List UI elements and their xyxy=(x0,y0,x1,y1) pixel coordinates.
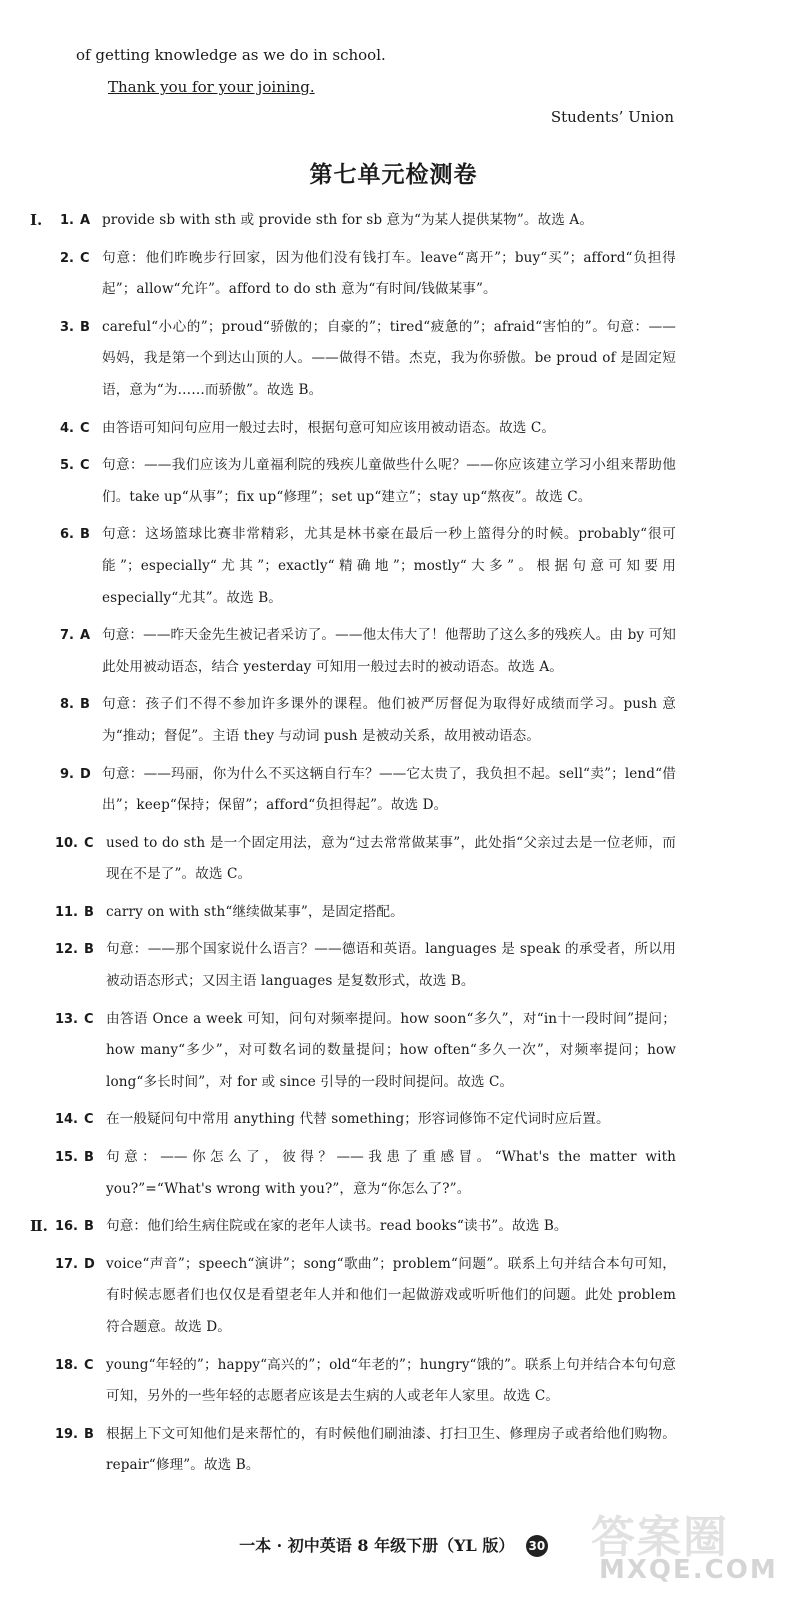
answer-letter: C xyxy=(84,1011,94,1027)
question-number: 4. xyxy=(60,420,74,436)
explanation-text: 句意：——玛丽，你为什么不买这辆自行车？——它太贵了，我负担不起。sell“卖”；lend“借出”；keep“保持；保留”；afford“负担得起”。故选 D。 xyxy=(102,765,676,814)
explanation-text: 句意：——昨天金先生被记者采访了。——他太伟大了！他帮助了这么多的残疾人。由 by 可知此处用被动语态，结合 yesterday 可知用一般过去时的被动语态。故选 A。 xyxy=(102,627,676,675)
answer-item xyxy=(0,1419,787,1482)
watermark-url: MXQE.COM xyxy=(599,1555,778,1585)
answer-list xyxy=(0,205,787,1488)
explanation-text: 句意：——那个国家说什么语言？——德语和英语。languages 是 speak 的承受者，所以用被动语态形式；又因主语 languages 是复数形式，故选 B。 xyxy=(106,941,676,990)
answer-item xyxy=(0,759,787,822)
question-number: 5. xyxy=(60,458,74,474)
answer-letter: D xyxy=(80,766,91,782)
explanation-text: voice“声音”；speech“演讲”；song“歌曲”；problem“问题”。联系上句并结合本句可知，有时候志愿者们也仅仅是看望老年人并和他们一起做游戏或听听他们的问题。此处 problem 符合题意。故选 D。 xyxy=(106,1255,676,1335)
answer-letter: B xyxy=(80,697,90,713)
question-number: 16. xyxy=(54,1219,78,1235)
answer-item xyxy=(0,450,787,513)
answer-item xyxy=(0,519,787,614)
answer-letter: A xyxy=(80,628,91,644)
answer-item xyxy=(0,828,787,891)
answer-item xyxy=(0,205,787,237)
explanation-text: 由答语 Once a week 可知，问句对频率提问。how soon“多久”，对“in十一段时间”提问；how many“多少”，对可数名词的数量提问；how often“多久一次”，对频率提问；how long“多长时间”，对 for 或 since 引导的一段时间提问。故选 C。 xyxy=(106,1010,676,1090)
answer-letter: B xyxy=(80,319,90,335)
question-number: 15. xyxy=(54,1150,78,1166)
page-title: 第七单元检测卷 xyxy=(309,162,478,188)
explanation-text: used to do sth 是一个固定用法，意为“过去常常做某事”，此处指“父亲过去是一位老师，而现在不是了”。故选 C。 xyxy=(106,834,676,883)
answer-letter: C xyxy=(80,420,90,436)
answer-item xyxy=(0,934,787,997)
answer-letter: B xyxy=(84,1150,94,1166)
section-marker: Ⅱ. xyxy=(30,1217,48,1236)
page-number-badge: 30 xyxy=(526,1535,548,1557)
answer-item xyxy=(0,413,787,445)
signature: Students’ Union xyxy=(550,108,674,126)
answer-letter: C xyxy=(84,835,94,851)
answer-letter: C xyxy=(80,458,90,474)
explanation-text: 在一般疑问句中常用 anything 代替 something；形容词修饰不定代词时应后置。 xyxy=(106,1111,610,1128)
answer-letter: A xyxy=(80,213,91,228)
question-number: 11. xyxy=(54,904,78,920)
answer-item xyxy=(0,1211,787,1243)
watermark-cn: 答案圈 xyxy=(591,1512,729,1563)
explanation-text: 句意：这场篮球比赛非常精彩，尤其是林书豪在最后一秒上篮得分的时候。probably“很可能”；especially“尤其”；exactly“精确地”；mostly“大多”。根据句意可知要用 especially“尤其”。故选 B。 xyxy=(102,526,676,606)
explanation-text: 句意：——我们应该为儿童福利院的残疾儿童做些什么呢？——你应该建立学习小组来帮助他们。take up“从事”；fix up“修理”；set up“建立”；stay up“熬夜”。故选 C。 xyxy=(102,457,676,505)
answer-letter: B xyxy=(84,904,94,920)
question-number: 6. xyxy=(60,527,74,543)
explanation-text: provide sb with sth 或 provide sth for sb 意为“为某人提供某物”。故选 A。 xyxy=(102,212,594,228)
explanation-text: 句意：孩子们不得不参加许多课外的课程。他们被严厉督促为取得好成绩而学习。push 意为“推动；督促”。主语 they 与动词 push 是被动关系，故用被动语态。 xyxy=(102,696,676,744)
answer-letter: B xyxy=(80,527,90,543)
question-number: 9. xyxy=(60,766,74,782)
explanation-text: young“年轻的”；happy“高兴的”；old“年老的”；hungry“饿的”。联系上句并结合本句句意可知，另外的一些年轻的志愿者应该是去生病的人或老年人家里。故选 C。 xyxy=(106,1356,676,1405)
question-number: 13. xyxy=(54,1011,78,1027)
answer-letter: B xyxy=(84,1426,94,1442)
question-number: 3. xyxy=(60,319,74,335)
explanation-text: 句意：——你怎么了，彼得？——我患了重感冒。“What's the matter with you?”=“What's wrong with you?”，意为“你怎么了?”。 xyxy=(106,1149,676,1197)
question-number: 1. xyxy=(60,213,74,228)
explanation-text: carry on with sth“继续做某事”，是固定搭配。 xyxy=(106,903,404,920)
answer-item xyxy=(0,1350,787,1413)
explanation-text: 句意：他们昨晚步行回家，因为他们没有钱打车。leave“离开”；buy“买”；afford“负担得起”；allow“允许”。afford to do sth 意为“有时间/钱做某事”。 xyxy=(102,249,676,298)
footer-book-title: 一本 · 初中英语 8 年级下册（YL 版） xyxy=(239,1536,515,1555)
answer-item xyxy=(0,1249,787,1344)
explanation-text: 句意：他们给生病住院或在家的老年人读书。read books“读书”。故选 B。 xyxy=(106,1218,568,1235)
answer-letter: B xyxy=(84,1219,94,1235)
answer-letter: B xyxy=(84,942,94,958)
question-number: 8. xyxy=(60,697,74,713)
answer-item xyxy=(0,1004,787,1099)
thanks-line: Thank you for your joining. xyxy=(108,78,315,96)
question-number: 18. xyxy=(54,1357,78,1373)
answer-letter: C xyxy=(84,1112,94,1128)
answer-letter: C xyxy=(80,250,90,266)
question-number: 7. xyxy=(60,628,74,644)
answer-item xyxy=(0,620,787,683)
question-number: 10. xyxy=(54,835,78,851)
watermark-logo xyxy=(579,1495,778,1595)
question-number: 2. xyxy=(60,250,74,266)
answer-item xyxy=(0,1104,787,1136)
question-number: 12. xyxy=(54,942,78,958)
explanation-text: 根据上下文可知他们是来帮忙的，有时候他们刷油漆、打扫卫生、修理房子或者给他们购物。repair“修理”。故选 B。 xyxy=(106,1425,676,1474)
answer-item xyxy=(0,1142,787,1205)
answer-item xyxy=(0,312,787,407)
question-number: 14. xyxy=(54,1112,78,1128)
answer-item xyxy=(0,897,787,929)
answer-letter: C xyxy=(84,1357,94,1373)
previous-passage-line: of getting knowledge as we do in school. xyxy=(76,46,386,64)
answer-letter: D xyxy=(84,1256,95,1272)
answer-item xyxy=(0,243,787,306)
question-number: 17. xyxy=(54,1256,78,1272)
explanation-text: careful“小心的”；proud“骄傲的；自豪的”；tired“疲惫的”；afraid“害怕的”。句意：——妈妈，我是第一个到达山顶的人。——做得不错。杰克，我为你骄傲。be proud of 是固定短语，意为“为……而骄傲”。故选 B。 xyxy=(102,318,676,398)
answer-item xyxy=(0,689,787,752)
question-number: 19. xyxy=(54,1426,78,1442)
section-marker: Ⅰ. xyxy=(30,211,43,229)
explanation-text: 由答语可知问句应用一般过去时，根据句意可知应该用被动语态。故选 C。 xyxy=(102,419,556,436)
